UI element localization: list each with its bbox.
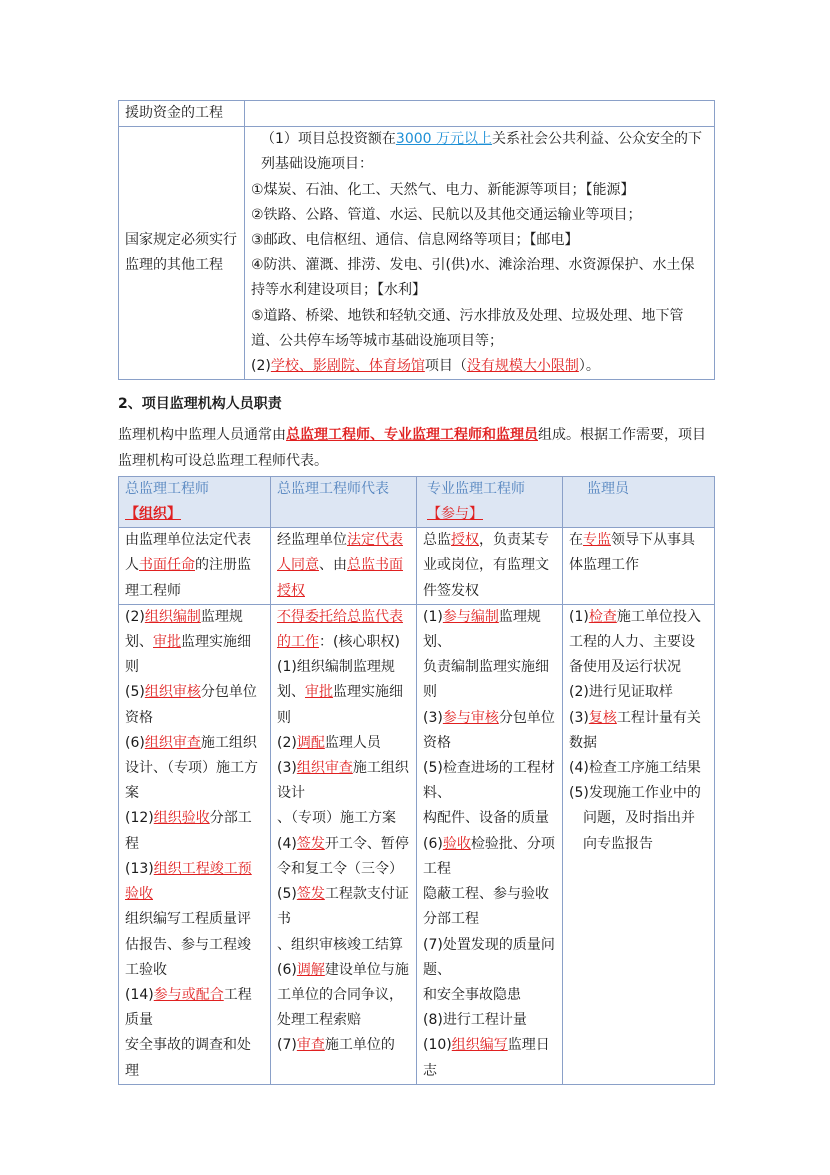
supervision-scope-table <box>118 100 715 380</box>
text: 监理人员 <box>324 734 381 751</box>
duty-item: 、组织审核竣工结算 <box>277 936 403 953</box>
page-content <box>118 100 714 1085</box>
text: 分部工程 <box>125 810 252 852</box>
highlight: 调配 <box>296 734 325 751</box>
text: (6) <box>423 835 443 852</box>
highlight: 法定代表人同意 <box>277 532 403 574</box>
personnel-duties-table <box>118 476 715 1085</box>
duty-item <box>423 1033 556 1083</box>
highlight: 验收 <box>442 835 471 852</box>
cell <box>563 604 715 1084</box>
highlight: 书面任命 <box>139 557 195 574</box>
duty-item <box>277 882 410 932</box>
cell <box>119 528 271 605</box>
text: 监理机构中监理人员通常由 <box>118 427 286 444</box>
text: (7) <box>277 1037 297 1054</box>
text: 监理规划、 <box>423 608 541 651</box>
text: (5) <box>277 886 297 903</box>
section-paragraph <box>118 423 714 473</box>
text: (12) <box>125 810 154 827</box>
text: 组成。根据工作需要，项目监理机构可设总监理工程师代表。 <box>118 427 706 469</box>
highlight: 审批 <box>153 634 181 651</box>
duty-item: 安全事故的调查和处理 <box>125 1037 251 1079</box>
highlight: 学校、影剧院、体育场馆 <box>270 358 425 375</box>
highlight: 没有规模大小限制 <box>466 358 579 375</box>
text: 建设单位与施工单位的合同争议，处理工程索赔 <box>277 961 409 1029</box>
text: 施工组织设计、（专项）施工方案 <box>125 734 258 802</box>
text: 开工令、暂停令和复工令（三令） <box>277 835 409 877</box>
duty-item: 、（专项）施工方案 <box>277 810 396 827</box>
list-item: ⑤道路、桥梁、地铁和轻轨交通、污水排放及处理、垃圾处理、地下管道、公共停车场等城市基础设施项目等； <box>251 307 684 349</box>
text: (5) <box>125 684 145 701</box>
duty-item: 组织编写工程质量评估报告、参与工程竣工验收 <box>125 911 251 978</box>
text: (3) <box>277 760 297 777</box>
text: ：(核心职权) <box>319 634 400 651</box>
row-content <box>245 127 715 380</box>
row-content-empty <box>245 101 715 127</box>
duty-item <box>423 706 556 756</box>
highlight: 不得委托给总监代表的工作 <box>277 608 403 651</box>
text: 工程质量 <box>125 986 252 1029</box>
text: （1）项目总投资额在 <box>261 131 396 148</box>
highlight: 授权 <box>451 532 479 549</box>
text: (2) <box>125 608 145 625</box>
highlight: 组织审查 <box>296 760 353 777</box>
definition-row <box>119 528 715 605</box>
duty-item: (4)检查工序施工结果 <box>569 760 701 777</box>
highlight: 组织验收 <box>153 810 210 827</box>
duty-item <box>125 731 264 807</box>
row-label: 援助资金的工程 <box>119 101 245 127</box>
text: 监理规划、 <box>125 608 243 651</box>
duty-item <box>277 958 410 1034</box>
intro-line <box>251 127 708 177</box>
highlight: 审查 <box>296 1037 325 1054</box>
duty-item: (2)进行见证取样 <box>569 684 673 701</box>
cell <box>271 604 417 1084</box>
table-row <box>119 127 715 380</box>
list-item: ②铁路、公路、管道、水运、民航以及其他交通运输业等项目； <box>251 206 642 223</box>
highlight: 组织编制 <box>144 608 201 625</box>
text: (6) <box>277 961 297 978</box>
list-item <box>251 354 708 379</box>
duty-item <box>125 806 264 856</box>
text: 的注册监理工程师 <box>125 557 251 599</box>
text: 项目（ <box>424 358 467 375</box>
header-supervisor: 监理员 <box>563 476 715 527</box>
highlight: 组织编写 <box>451 1037 508 1054</box>
text: (1) <box>569 608 589 625</box>
list-item: ③邮政、电信枢纽、通信、信息网络等项目；【邮电】 <box>251 232 579 249</box>
duty-item <box>277 1033 410 1058</box>
cell <box>563 528 715 605</box>
text: 领导下从事具体监理工作 <box>569 532 695 574</box>
text: (4) <box>277 835 297 852</box>
text: 监理实施细则 <box>125 634 251 676</box>
highlight: 检查 <box>588 608 617 625</box>
text: 施工单位的 <box>324 1037 395 1054</box>
text: 关系社会公共利益、公众安全的下列基础设施项目： <box>261 131 703 173</box>
highlight: 总监理工程师、专业监理工程师和监理员 <box>286 427 538 444</box>
duty-item <box>569 605 708 681</box>
text: 工程款支付证书 <box>277 886 409 928</box>
text: ）。 <box>578 358 600 375</box>
text: (1)组织编制监理规划、 <box>277 659 395 701</box>
text: 专业监理工程师 <box>427 480 525 497</box>
header-chief-engineer <box>119 476 271 527</box>
duties-row <box>119 604 715 1084</box>
duty-item: (7)处置发现的质量问题、 <box>423 936 555 978</box>
text: 施工组织设计 <box>277 760 409 802</box>
highlight: 参与或配合 <box>153 986 224 1003</box>
header-specialist-engineer <box>417 476 563 527</box>
duty-item: (5)检查进场的工程材料、 <box>423 760 555 802</box>
text: 监理实施细则 <box>277 684 403 726</box>
text: ，负责某专业或岗位，有监理文件签发权 <box>423 532 549 599</box>
tag: 【组织】 <box>125 506 181 523</box>
highlight: 组织审查 <box>144 734 201 751</box>
duty-item <box>277 756 410 806</box>
highlight: 调解 <box>296 961 325 978</box>
table-row <box>119 101 715 127</box>
header-chief-representative: 总监理工程师代表 <box>271 476 417 527</box>
text: 工程计量有关数据 <box>569 709 701 751</box>
cell <box>417 604 563 1084</box>
highlight: 复核 <box>588 709 617 726</box>
text: (14) <box>125 986 154 1003</box>
text: (10) <box>423 1037 452 1054</box>
highlight: 签发 <box>296 886 325 903</box>
text: (2) <box>277 734 297 751</box>
duty-item: 和安全事故隐患 <box>423 986 521 1003</box>
duty-item: 负责编制监理实施细则 <box>423 659 549 701</box>
highlight: 参与审核 <box>442 709 499 726</box>
text: 、由 <box>319 557 347 574</box>
duty-item <box>423 832 556 882</box>
header-row <box>119 476 715 527</box>
tag: 【参与】 <box>427 506 483 523</box>
highlight: 组织审核 <box>144 684 201 701</box>
text: 分包单位资格 <box>125 684 257 726</box>
duty-item <box>277 731 410 756</box>
cell <box>417 528 563 605</box>
duty-intro <box>277 605 410 655</box>
duty-item <box>569 706 708 756</box>
text: (2) <box>251 358 271 375</box>
text: 施工单位投入工程的人力、主要设备使用及运行状况 <box>569 608 701 676</box>
list-item: ④防洪、灌溉、排涝、发电、引(供)水、滩涂治理、水资源保护、水土保持等水利建设项目；【水利】 <box>251 257 695 299</box>
text: 分包单位资格 <box>423 709 555 751</box>
highlight: 参与编制 <box>442 608 499 625</box>
text: 总监 <box>423 532 451 549</box>
highlight: 审批 <box>305 684 333 701</box>
highlight: 专监 <box>583 532 611 549</box>
text: (3) <box>569 709 589 726</box>
text: 检验批、分项工程 <box>423 835 555 877</box>
duty-item <box>277 655 410 731</box>
text: 在 <box>569 532 583 549</box>
highlight: 签发 <box>296 835 325 852</box>
duty-item <box>125 680 264 730</box>
duty-item <box>277 832 410 882</box>
text: 监理日志 <box>423 1037 550 1079</box>
duty-item <box>125 605 264 681</box>
highlight: 组织工程竣工预验收 <box>125 860 252 903</box>
text: 总监理工程师 <box>125 480 209 497</box>
text: 经监理单位 <box>277 532 347 549</box>
duty-item: 构配件、设备的质量 <box>423 810 549 827</box>
text: (3) <box>423 709 443 726</box>
duty-item: (5)发现施工作业中的问题，及时指出并向专监报告 <box>569 785 701 852</box>
investment-threshold: 3000 万元以上 <box>395 131 493 148</box>
highlight: 总监书面授权 <box>277 557 403 599</box>
text: (6) <box>125 734 145 751</box>
cell <box>119 604 271 1084</box>
duty-item <box>423 605 556 655</box>
duty-item <box>125 983 264 1033</box>
text: (13) <box>125 860 154 877</box>
list-item: ①煤炭、石油、化工、天然气、电力、新能源等项目；【能源】 <box>251 181 635 198</box>
text: 由监理单位法定代表人 <box>125 532 251 574</box>
duty-item: (8)进行工程计量 <box>423 1012 527 1029</box>
duty-item: 隐蔽工程、参与验收分部工程 <box>423 886 549 928</box>
row-label: 国家规定必须实行监理的其他工程 <box>119 127 245 380</box>
cell <box>271 528 417 605</box>
duty-item <box>125 857 264 907</box>
text: (1) <box>423 608 443 625</box>
section-heading: 2、项目监理机构人员职责 <box>118 396 282 413</box>
